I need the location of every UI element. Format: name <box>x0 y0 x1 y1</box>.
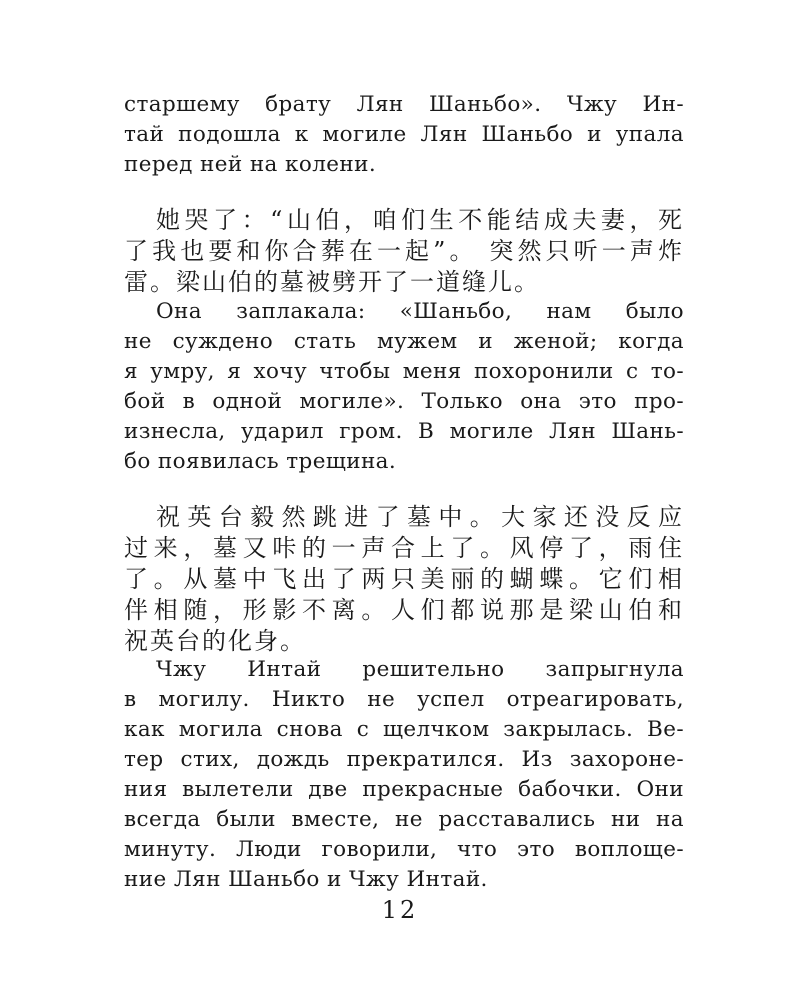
paragraph-5-line-4: тер стих, дождь прекратился. Из захороне- <box>124 747 684 772</box>
paragraph-5-line-8: ние Лян Шаньбо и Чжу Интай. <box>124 867 488 892</box>
paragraph-3-line-5: изнесла, ударил гром. В могиле Лян Шань- <box>124 419 684 444</box>
paragraph-5-line-6: всегда были вместе, не расставались ни на <box>124 807 684 832</box>
paragraph-4-zh-line-1: 祝英台毅然跳进了墓中。大家还没反应 <box>156 503 684 531</box>
paragraph-5-line-2: в могилу. Никто не успел отреагировать, <box>124 687 684 712</box>
paragraph-3-line-6: бо появилась трещина. <box>124 449 397 474</box>
paragraph-4-zh-line-4: 伴相随，形影不离。人们都说那是梁山伯和 <box>124 596 684 624</box>
paragraph-5-line-5: ния вылетели две прекрасные бабочки. Они <box>124 777 684 802</box>
page-number: 12 <box>381 896 419 924</box>
paragraph-3-line-1: Она заплакала: «Шаньбо, нам было <box>156 299 684 324</box>
paragraph-3-line-4: бой в одной могиле». Только она это про- <box>124 389 684 414</box>
paragraph-4-zh-line-3: 了。从墓中飞出了两只美丽的蝴蝶。它们相 <box>124 565 684 593</box>
paragraph-3-line-2: не суждено стать мужем и женой; когда <box>124 329 684 354</box>
paragraph-1-line-2: тай подошла к могиле Лян Шаньбо и упала <box>124 122 684 147</box>
paragraph-4-zh-line-2: 过来，墓又咔的一声合上了。风停了，雨住 <box>124 534 684 562</box>
paragraph-1-line-3: перед ней на колени. <box>124 152 377 177</box>
paragraph-4-zh-line-5: 祝英台的化身。 <box>124 627 306 655</box>
paragraph-5-line-3: как могила снова с щелчком закрылась. Ве- <box>124 717 684 742</box>
paragraph-1-line-1: старшему брату Лян Шаньбо». Чжу Ин- <box>124 92 684 117</box>
paragraph-2-zh-line-1: 她哭了：“山伯，咱们生不能结成夫妻，死 <box>156 206 684 234</box>
paragraph-3-line-3: я умру, я хочу чтобы меня похоронили с то- <box>124 359 684 384</box>
paragraph-2-zh-line-2: 了我也要和你合葬在一起”。 突然只听一声炸 <box>124 237 684 265</box>
paragraph-5-line-7: минуту. Люди говорили, что это воплоще- <box>124 837 684 862</box>
paragraph-5-line-1: Чжу Интай решительно запрыгнула <box>156 657 684 682</box>
paragraph-2-zh-line-3: 雷。梁山伯的墓被劈开了一道缝儿。 <box>124 268 540 296</box>
